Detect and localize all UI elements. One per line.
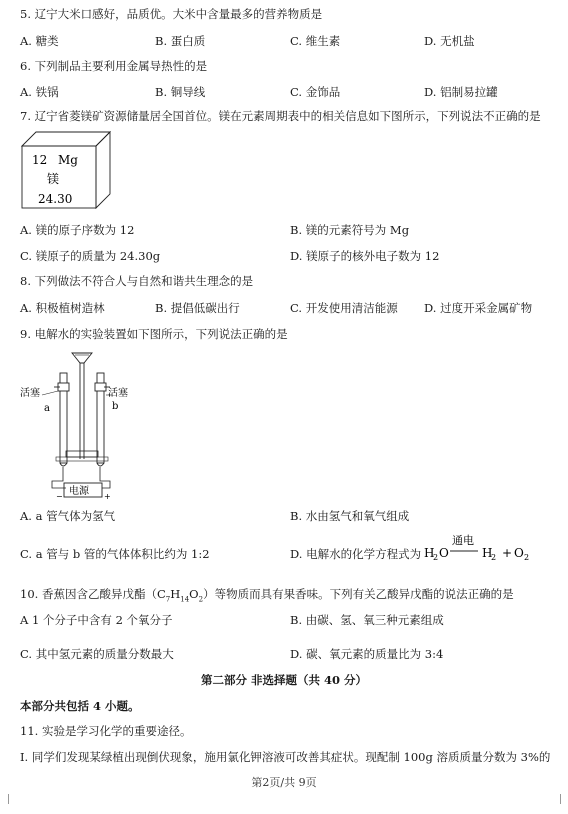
q7-option-a: A. 镁的原子序数为 12 [20,223,135,237]
valve-left-label: 活塞 [20,388,40,399]
q8-option-b: B. 提倡低碳出行 [155,301,240,315]
q6-option-d: D. 铝制易拉罐 [424,85,498,99]
svg-text:H: H [424,546,435,560]
q11-stem: 11. 实验是学习化学的重要途径。 [20,724,192,738]
q7-option-d: D. 镁原子的核外电子数为 12 [290,249,440,263]
q6-option-c: C. 金饰品 [290,85,341,99]
element-number: 12 [32,153,48,167]
q6-option-b: B. 铜导线 [155,85,206,99]
svg-text:O: O [514,546,524,560]
element-mass: 24.30 [38,192,73,206]
svg-text:O: O [439,546,449,560]
svg-text:H: H [482,546,493,560]
q10-option-b: B. 由碳、氢、氧三种元素组成 [290,613,444,627]
q6-option-a: A. 铁锅 [20,85,59,99]
valve-right-label: 活塞 [108,388,128,399]
q9-option-c: C. a 管与 b 管的气体体积比约为 1:2 [20,547,210,561]
q11-part1: Ⅰ. 同学们发现某绿植出现倒伏现象，施用氯化钾溶液可改善其症状。现配制 100g 溶质质量分数为 3%的 [20,750,551,764]
q7-option-c: C. 镁原子的质量为 24.30g [20,249,161,263]
q9-option-d: D. 电解水的化学方程式为 [290,547,422,561]
q9-option-b: B. 水由氢气和氧气组成 [290,509,410,523]
element-name: 镁 [47,172,60,186]
q10-option-a: A 1 个分子中含有 2 个氧分子 [20,613,173,627]
page-footer: 第2页/共 9页 [251,776,317,789]
equation-condition: 通电 [452,534,474,547]
q9-stem: 9. 电解水的实验装置如下图所示，下列说法正确的是 [20,327,288,341]
part2-note: 本部分共包括 4 小题。 [20,699,140,713]
svg-text:2: 2 [491,553,497,562]
element-card-magnesium [20,128,112,210]
q8-option-a: A. 积极植树造林 [20,301,105,315]
q10-option-c: C. 其中氢元素的质量分数最大 [20,647,174,661]
negative-terminal: − [56,492,63,501]
q5-option-d: D. 无机盐 [424,34,475,48]
tube-a-label: a [44,403,50,414]
q7-option-b: B. 镁的元素符号为 Mg [290,223,410,237]
positive-terminal: + [104,492,111,501]
part2-title: 第二部分 非选择题（共 40 分） [200,673,367,687]
crop-mark-right [550,794,561,804]
q5-option-a: A. 糖类 [20,34,59,48]
q7-stem: 7. 辽宁省菱镁矿资源储量居全国首位。镁在元素周期表中的相关信息如下图所示，下列说法不正确的是 [20,109,541,123]
q8-option-c: C. 开发使用清洁能源 [290,301,398,315]
power-supply-label: 电源 [69,486,89,497]
electrolysis-equation [424,532,554,562]
q8-stem: 8. 下列做法不符合人与自然和谐共生理念的是 [20,274,254,288]
q10-option-d: D. 碳、氧元素的质量比为 3:4 [290,647,444,661]
q5-option-c: C. 维生素 [290,34,341,48]
q8-option-d: D. 过度开采金属矿物 [424,301,533,315]
q5-stem: 5. 辽宁大米口感好，品质优。大米中含量最多的营养物质是 [20,7,323,21]
q6-stem: 6. 下列制品主要利用金属导热性的是 [20,59,208,73]
svg-text:+: + [502,546,513,560]
tube-b-label: b [112,401,119,412]
element-symbol: Mg [58,153,78,167]
svg-text:2: 2 [524,553,530,562]
crop-mark-left [8,794,19,804]
electrolysis-apparatus [14,343,134,501]
q9-option-a: A. a 管气体为氢气 [20,509,116,523]
q10-stem: 10. 香蕉因含乙酸异戊酯$(C_7H_{14}O_2)$等物质而具有果香味。下列有关乙酸异戊酯的说法正确的是 [20,587,514,604]
q5-option-b: B. 蛋白质 [155,34,206,48]
svg-text:2: 2 [433,553,439,562]
